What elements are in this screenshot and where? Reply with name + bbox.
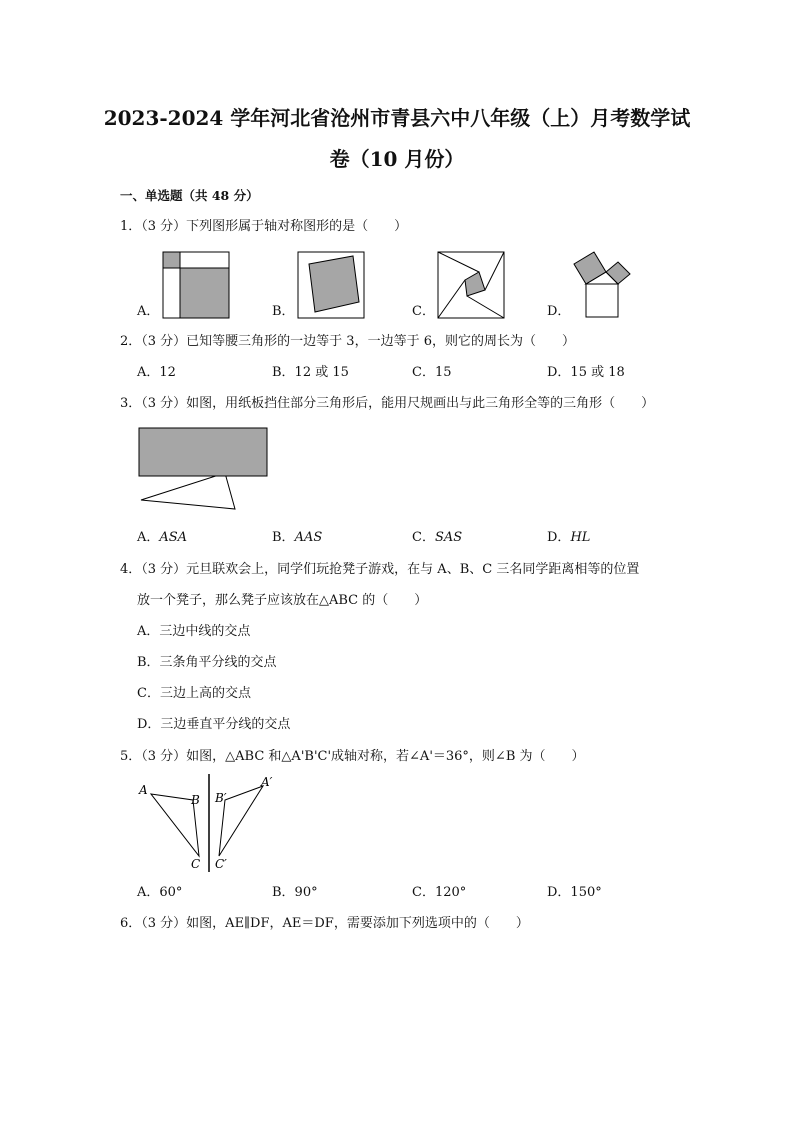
q1-option-c: C． (412, 304, 435, 319)
q1-option-d: D． (547, 304, 571, 319)
q4-option-b: B．三条角平分线的交点 (137, 655, 277, 670)
q3-option-b: B．AAS (272, 530, 323, 545)
q3-option-c: C．SAS (412, 530, 463, 545)
q5-option-d: D．150° (547, 885, 602, 900)
q1-figure-c (435, 250, 507, 320)
q1-option-a: A． (137, 304, 160, 319)
q5-option-b: B．90° (272, 885, 318, 900)
q2-option-b: B．12 或 15 (272, 365, 349, 380)
q2-option-d: D．15 或 18 (547, 365, 625, 380)
q4-stem-line2: 放一个凳子，那么凳子应该放在△ABC 的（ ） (137, 593, 428, 608)
q4-stem-line1: 4．（3 分）元旦联欢会上，同学们玩抢凳子游戏，在与 A、B、C 三名同学距离相等的位置 (120, 562, 640, 577)
q3-figure (135, 425, 275, 517)
q5-figure (135, 772, 285, 876)
q3-option-a: A．ASA (137, 530, 188, 545)
q2-option-a: A．12 (137, 365, 176, 380)
q5-label-a: A (139, 783, 148, 797)
q5-label-b-prime: B′ (215, 791, 227, 805)
q5-option-a: A．60° (137, 885, 183, 900)
q1-stem: 1．（3 分）下列图形属于轴对称图形的是（ ） (120, 219, 408, 234)
exam-title-line1: 2023-2024 学年河北省沧州市青县六中八年级（上）月考数学试 (103, 106, 691, 130)
q5-label-b: B (191, 793, 200, 807)
q1-figure-d (570, 244, 640, 320)
q3-stem: 3．（3 分）如图，用纸板挡住部分三角形后，能用尺规画出与此三角形全等的三角形（ ） (120, 396, 655, 411)
q4-option-a: A．三边中线的交点 (137, 624, 251, 639)
q1-figure-b (295, 250, 367, 320)
q1-option-b: B． (272, 304, 295, 319)
q6-stem: 6．（3 分）如图，AE∥DF，AE＝DF，需要添加下列选项中的（ ） (120, 916, 529, 931)
q5-option-c: C．120° (412, 885, 467, 900)
exam-title-line2: 卷（10 月份） (329, 147, 465, 171)
q2-option-c: C．15 (412, 365, 452, 380)
q5-stem: 5．（3 分）如图，△ABC 和△A'B'C'成轴对称，若∠A'＝36°，则∠B 为（ ） (120, 749, 585, 764)
section-heading: 一、单选题（共 48 分） (120, 188, 259, 203)
q4-option-d: D．三边垂直平分线的交点 (137, 717, 291, 732)
q3-option-d: D．HL (547, 530, 591, 545)
q2-stem: 2．（3 分）已知等腰三角形的一边等于 3，一边等于 6，则它的周长为（ ） (120, 334, 575, 349)
q5-label-c: C (191, 857, 201, 871)
q1-figure-a (160, 250, 232, 320)
q5-label-a-prime: A′ (261, 775, 273, 789)
q5-label-c-prime: C′ (215, 857, 227, 871)
q4-option-c: C．三边上高的交点 (137, 686, 251, 701)
